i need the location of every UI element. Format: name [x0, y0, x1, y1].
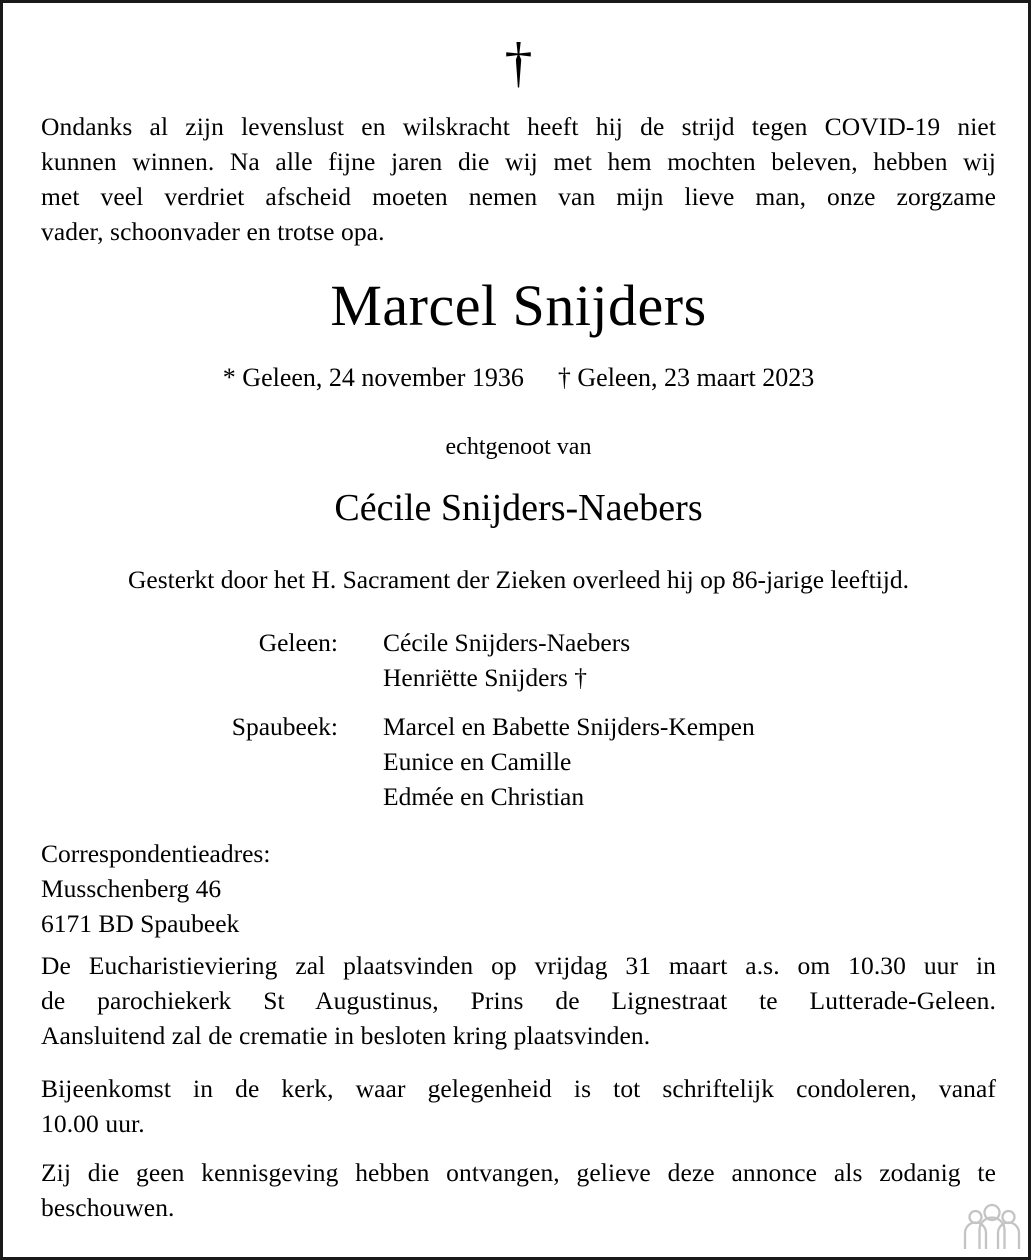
gathering-line-2: 10.00 uur.	[41, 1109, 145, 1138]
address-city: 6171 BD Spaubeek	[41, 909, 240, 938]
family-member: Edmée en Christian	[383, 782, 585, 811]
family-member: Marcel en Babette Snijders-Kempen	[383, 712, 755, 741]
spouse-name: Cécile Snijders-Naebers	[334, 487, 703, 529]
family-group-geleen	[41, 625, 996, 695]
gathering-line-1: Bijeenkomst in de kerk, waar gelegenheid is tot schriftelijk condoleren, vanaf	[41, 1074, 996, 1103]
family-place-label: Spaubeek:	[231, 712, 338, 741]
notice-line-2: beschouwen.	[41, 1193, 175, 1222]
cross-symbol-header	[41, 32, 996, 95]
notice-paragraph	[41, 1155, 996, 1225]
family-place-label: Geleen:	[258, 628, 338, 657]
intro-paragraph	[41, 109, 996, 249]
correspondence-address	[41, 836, 996, 941]
intro-line-3: met veel verdriet afscheid moeten nemen van mijn lieve man, onze zorgzame	[41, 182, 996, 211]
family-names-spaubeek	[383, 709, 996, 814]
intro-line-1: Ondanks al zijn levenslust en wilskracht heeft hij de strijd tegen COVID-19 niet	[41, 112, 996, 141]
death-date: † Geleen, 23 maart 2023	[557, 363, 815, 392]
gathering-paragraph	[41, 1071, 996, 1141]
service-line-3: Aansluitend zal de crematie in besloten kring plaatsvinden.	[41, 1021, 651, 1050]
family-names-geleen	[383, 625, 996, 695]
deceased-name: Marcel Snijders	[330, 273, 707, 338]
family-member: Henriëtte Snijders †	[383, 663, 587, 692]
address-street: Musschenberg 46	[41, 874, 222, 903]
cross-icon: †	[504, 32, 533, 94]
service-paragraph	[41, 948, 996, 1053]
family-member: Eunice en Camille	[383, 747, 572, 776]
group-of-people-icon	[962, 1201, 1022, 1253]
obituary-content	[41, 3, 996, 1257]
intro-line-2: kunnen winnen. Na alle fijne jaren die wij met hem mochten beleven, hebben wij	[41, 147, 996, 176]
birth-date: * Geleen, 24 november 1936	[222, 363, 524, 392]
notice-line-1: Zij die geen kennisgeving hebben ontvangen, gelieve deze annonce als zodanig te	[41, 1158, 996, 1187]
spouse-relation-label: echtgenoot van	[445, 434, 592, 460]
sacrament-line: Gesterkt door het H. Sacrament der Zieken overleed hij op 86-jarige leeftijd.	[128, 565, 909, 594]
service-line-2: de parochiekerk St Augustinus, Prins de Lignestraat te Lutterade-Geleen.	[41, 986, 996, 1015]
service-line-1: De Eucharistieviering zal plaatsvinden op vrijdag 31 maart a.s. om 10.30 uur in	[41, 951, 996, 980]
birth-death-dates	[41, 361, 996, 395]
family-member: Cécile Snijders-Naebers	[383, 628, 631, 657]
family-list	[41, 625, 996, 828]
family-group-spaubeek	[41, 709, 996, 814]
intro-line-4: vader, schoonvader en trotse opa.	[41, 217, 385, 246]
address-label: Correspondentieadres:	[41, 839, 271, 868]
